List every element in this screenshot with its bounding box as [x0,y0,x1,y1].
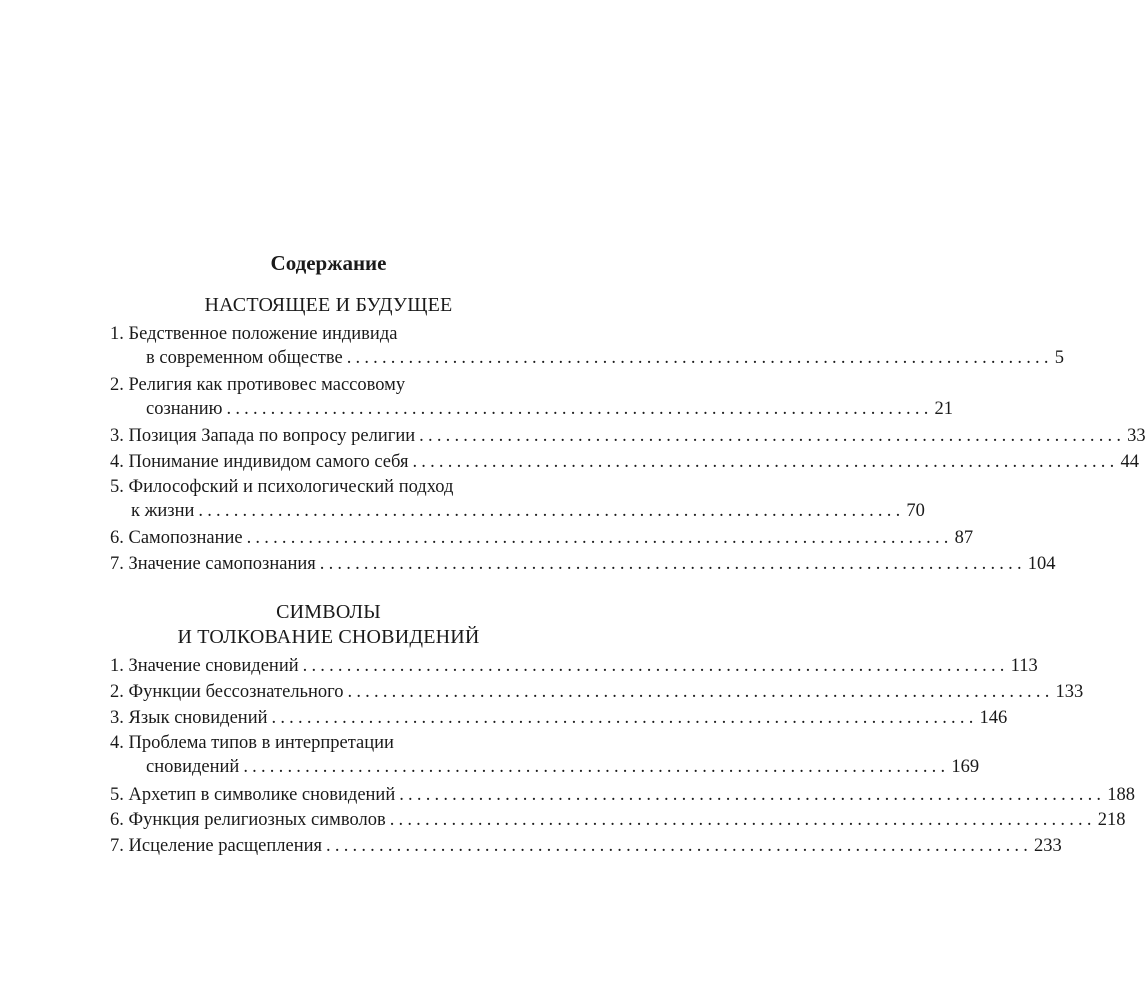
page-number: 146 [979,708,1008,728]
toc-entry[interactable] [110,706,1008,730]
entry-title: 2. Функции бессознательного [110,682,344,702]
dot-leader: ................................................................................ [271,708,978,728]
dot-leader: ................................................................................ [346,348,1053,368]
page-number: 5 [1054,348,1064,368]
toc-entry[interactable] [110,322,1064,370]
toc-entry[interactable] [110,808,1126,832]
section-heading-line: СИМВОЛЫ [276,601,381,623]
section-heading-line: И ТОЛКОВАНИЕ СНОВИДЕНИЙ [177,626,480,648]
page-number: 70 [906,501,925,521]
entry-title: 4. Понимание индивидом самого себя [110,452,409,472]
entry-title-line-1: 2. Религия как противовес массовому [110,375,406,395]
entry-title: 7. Исцеление расщепления [110,836,323,856]
dot-leader: ................................................................................ [226,399,933,419]
page-number: 218 [1097,810,1126,830]
dot-leader: ................................................................................ [399,785,1106,805]
toc-entry[interactable] [110,834,1062,858]
page-number: 233 [1034,836,1062,856]
dot-leader: ................................................................................ [347,682,1054,702]
toc-entry[interactable] [110,526,974,550]
entry-title-line-2: сновидений [146,757,240,777]
dot-leader: ................................................................................ [326,836,1033,856]
page-number: 169 [951,757,980,777]
page-number: 21 [934,399,954,419]
section-heading-present-and-future [110,293,547,318]
entry-title: 5. Архетип в символике сновидений [110,785,396,805]
entry-title: 3. Позиция Запада по вопросу религии [110,426,416,446]
toc-entry[interactable] [110,731,980,779]
entry-title: 1. Значение сновидений [110,656,299,676]
toc-entry[interactable] [110,680,1084,704]
dot-leader: ................................................................................ [243,757,950,777]
entry-title: 6. Самопознание [110,528,243,548]
dot-leader: ................................................................................ [389,810,1096,830]
entry-title: 7. Значение самопознания [110,554,316,574]
page-number: 113 [1010,656,1038,676]
dot-leader: ................................................................................ [198,501,905,521]
toc-entry[interactable] [110,654,1038,678]
toc-entry[interactable] [110,552,1056,576]
dot-leader: ................................................................................ [319,554,1026,574]
page-number: 87 [954,528,974,548]
toc-title: Содержание [270,251,387,275]
toc-entry[interactable] [110,450,1139,474]
page-number: 133 [1055,682,1084,702]
dot-leader: ................................................................................ [412,452,1119,472]
toc-entry[interactable] [110,424,1146,448]
entry-title-line-2: к жизни [131,501,195,521]
page-number: 104 [1027,554,1056,574]
entry-title-line-1: 4. Проблема типов в интерпретации [110,733,394,753]
page-number: 44 [1120,452,1139,472]
toc-entry[interactable] [110,475,925,523]
page-number: 33 [1127,426,1146,446]
toc-entry[interactable] [110,783,1135,807]
section-heading-symbols-and-dream-interpretation [110,600,547,650]
entry-title-line-1: 1. Бедственное положение индивида [110,324,398,344]
dot-leader: ................................................................................ [419,426,1126,446]
toc-entry[interactable] [110,373,954,421]
dot-leader: ................................................................................ [302,656,1009,676]
entry-title-line-2: сознанию [146,399,223,419]
entry-title: 3. Язык сновидений [110,708,268,728]
dot-leader: ................................................................................ [246,528,953,548]
entry-title: 6. Функция религиозных символов [110,810,386,830]
section-heading-line: НАСТОЯЩЕЕ И БУДУЩЕЕ [204,294,453,316]
entry-title-line-1: 5. Философский и психологический подход [110,477,454,497]
page-number: 188 [1107,785,1135,805]
entry-title-line-2: в современном обществе [146,348,343,368]
